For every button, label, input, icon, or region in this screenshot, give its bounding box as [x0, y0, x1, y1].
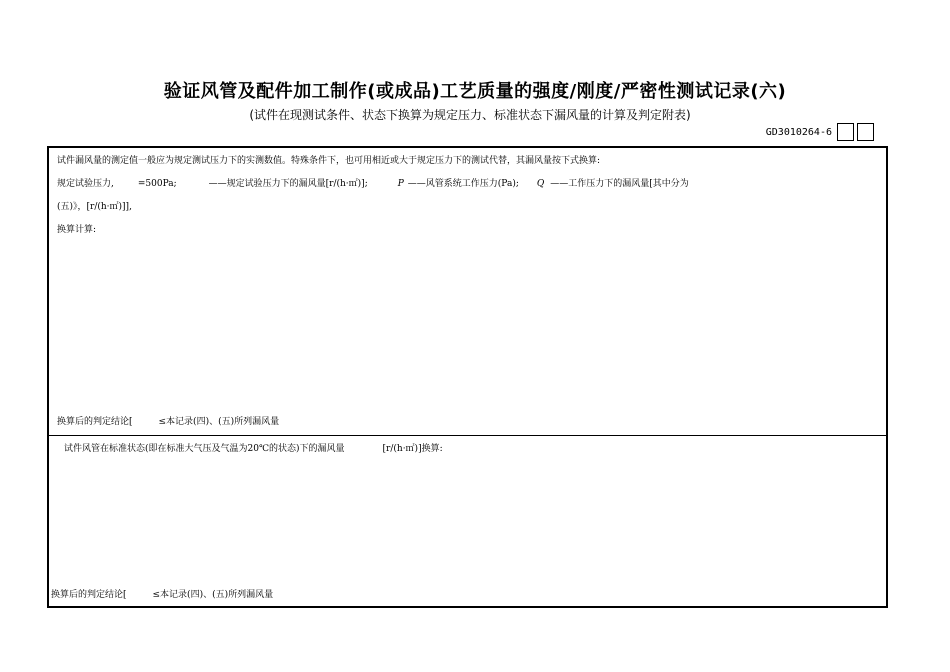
conclusion-suffix: ≤本记录(四)、(五)所列漏风量: [152, 590, 274, 600]
code-box-1[interactable]: [837, 123, 854, 141]
leak-definition: ——规定试验压力下的漏风量[r/(h·㎡)];: [208, 179, 368, 189]
conclusion-suffix: ≤本记录(四)、(五)所列漏风量: [158, 417, 280, 427]
page-subtitle: (试件在现测试条件、状态下换算为规定压力、标准状态下漏风量的计算及判定附表): [249, 108, 691, 122]
q-symbol: Q: [536, 179, 545, 189]
code-box-2[interactable]: [857, 123, 874, 141]
section2-intro-a: 试件风管在标准状态(即在标准大气压及气温为20℃的状态)下的漏风量: [64, 444, 345, 454]
conclusion-prefix: 换算后的判定结论[: [51, 590, 127, 600]
section2-intro: [64, 443, 443, 455]
pressure-label: 规定试验压力,: [57, 179, 114, 189]
section2-conclusion: [51, 589, 273, 601]
section1-formula-line: [57, 178, 689, 190]
q-definition-cont: (五)》，[r/(h·㎡)]],: [57, 202, 132, 212]
section2-intro-b: [r/(h·㎡)]换算:: [382, 444, 443, 454]
pressure-value: =500Pa;: [137, 179, 177, 189]
page-title: 验证风管及配件加工制作(或成品)工艺质量的强度/刚度/严密性测试记录(六): [163, 81, 787, 102]
q-definition: ——工作压力下的漏风量[其中分为: [550, 179, 689, 189]
section-divider: [49, 435, 886, 436]
calc-label: 换算计算:: [57, 225, 97, 235]
p-symbol: P: [397, 179, 404, 189]
p-definition: ——风管系统工作压力(Pa);: [407, 179, 519, 189]
form-code: GD3010264-6: [765, 126, 832, 138]
conclusion-prefix: 换算后的判定结论[: [57, 417, 133, 427]
form-code-row: [766, 122, 874, 142]
record-table: [47, 146, 888, 608]
section1-conclusion: [57, 416, 279, 428]
section1-intro: 试件漏风量的测定值一般应为规定测试压力下的实测数值。特殊条件下，也可用相近或大于规定压力下的测试代替，其漏风量按下式换算:: [57, 156, 601, 166]
